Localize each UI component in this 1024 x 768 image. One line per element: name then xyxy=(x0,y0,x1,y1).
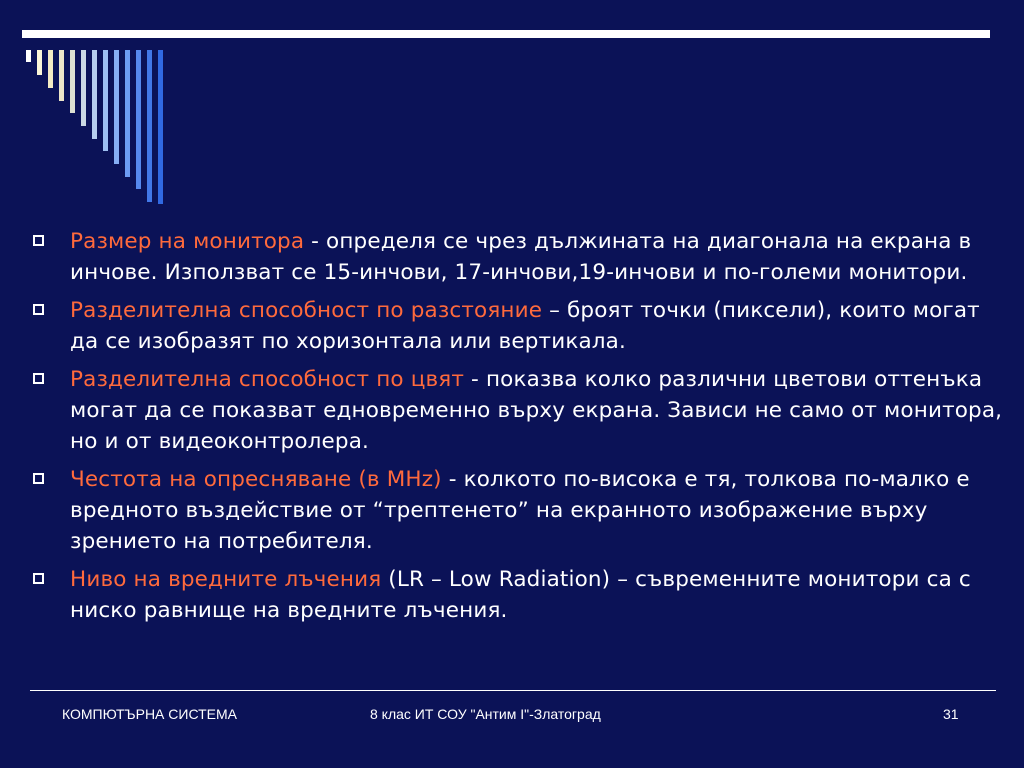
list-item xyxy=(30,564,1005,626)
decorative-bar xyxy=(48,50,53,88)
decorative-bar xyxy=(70,50,75,113)
decorative-bar xyxy=(81,50,86,126)
item-term: Разделителна способност по цвят xyxy=(70,367,465,392)
item-term: Честота на опресняване (в MHz) xyxy=(70,467,442,492)
hollow-square-bullet-icon xyxy=(33,235,44,246)
item-description: - определя се чрез дължината на диагонала на екрана в инчове. Използват се 15-инчови, 17-инчови,19-инчови и по-големи монитори. xyxy=(70,229,972,285)
decorative-bar xyxy=(59,50,64,101)
hollow-square-bullet-icon xyxy=(33,373,44,384)
item-description: - показва колко различни цветови оттенъка могат да се показват едновременно върху екрана. Зависи не само от монитора, но и от видеоконтролера. xyxy=(70,367,1003,454)
item-description: – броят точки (пиксели), които могат да се изобразят по хоризонтала или вертикала. xyxy=(70,298,980,354)
decorative-bar xyxy=(37,50,42,75)
list-item xyxy=(30,464,1005,557)
decorative-bar xyxy=(26,50,31,62)
footer-center-text: 8 клас ИТ СОУ "Антим I"-Златоград xyxy=(370,706,601,722)
item-term: Разделителна способност по разстояние xyxy=(70,298,543,323)
item-term: Ниво на вредните лъчения xyxy=(70,567,382,592)
hollow-square-bullet-icon xyxy=(33,573,44,584)
decorative-bar xyxy=(92,50,97,139)
decorative-bar xyxy=(147,50,152,202)
decorative-bar xyxy=(114,50,119,164)
list-item xyxy=(30,226,1005,288)
list-item xyxy=(30,295,1005,357)
footer-divider xyxy=(30,690,996,691)
item-description: (LR – Low Radiation) – съвременните монитори са с ниско равнище на вредните лъчения. xyxy=(70,567,971,623)
list-item xyxy=(30,364,1005,457)
decorative-bar xyxy=(125,50,130,177)
slide-number: 31 xyxy=(943,706,959,722)
decorative-bar xyxy=(158,50,163,204)
decorative-gradient-bars xyxy=(0,0,200,210)
decorative-bar xyxy=(103,50,108,151)
hollow-square-bullet-icon xyxy=(33,304,44,315)
bullet-list xyxy=(30,226,1005,633)
item-term: Размер на монитора xyxy=(70,229,305,254)
hollow-square-bullet-icon xyxy=(33,473,44,484)
decorative-bar xyxy=(136,50,141,189)
footer-left-text: КОМПЮТЪРНА СИСТЕМА xyxy=(62,706,237,722)
item-description: - колкото по-висока е тя, толкова по-малко е вредното въздействие от “трептенето” на екранното изображение върху зрението на потребителя. xyxy=(70,467,970,554)
